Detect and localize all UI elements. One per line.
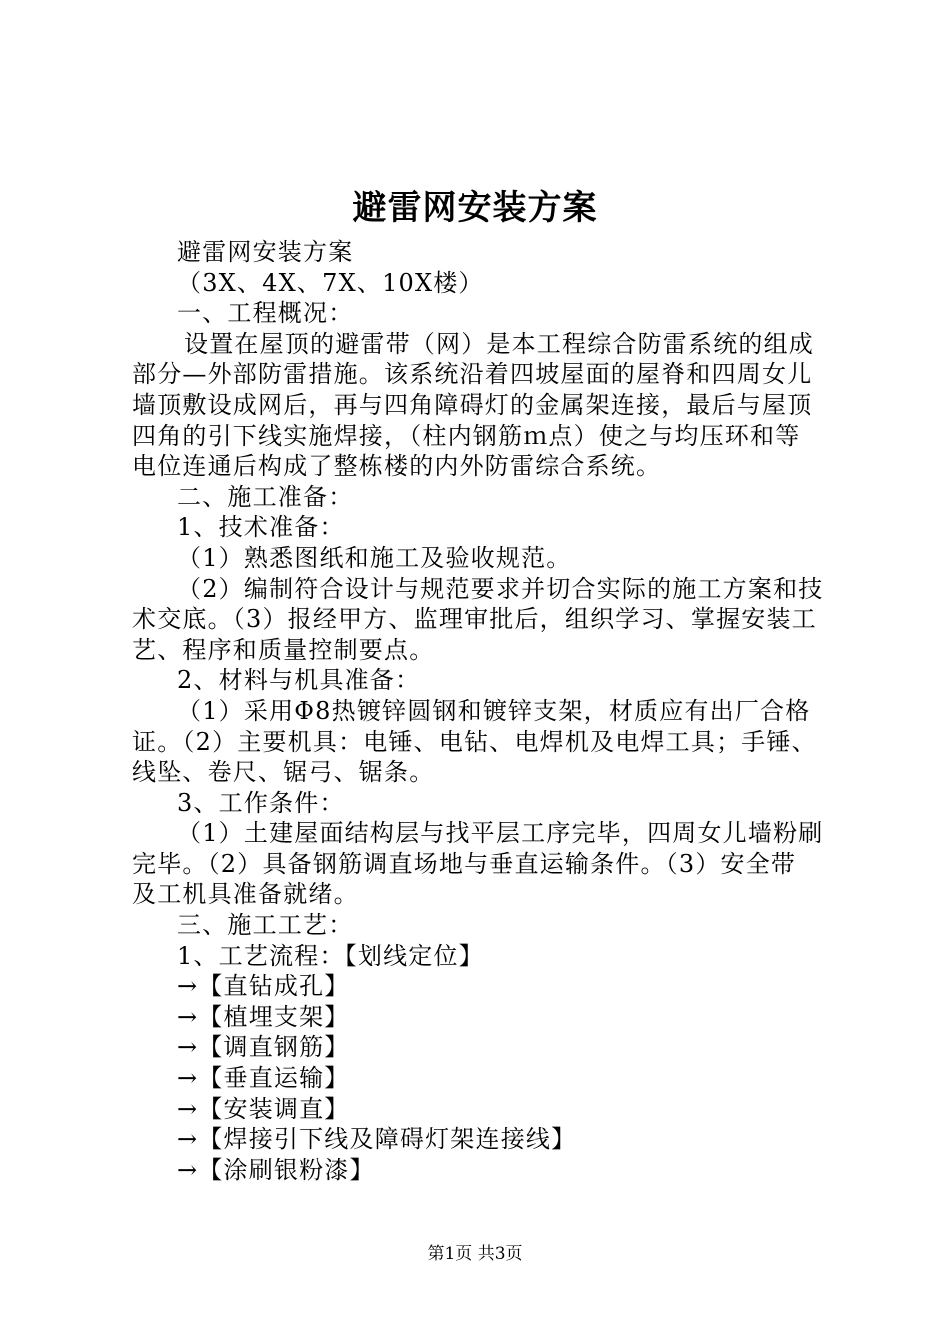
- body-line: 二、施工准备：: [177, 482, 354, 511]
- body-line: →【涂刷银粉漆】: [177, 1155, 375, 1184]
- body-line: 四角的引下线实施焊接，（柱内钢筋ｍ点）使之与均压环和等: [132, 421, 801, 450]
- body-line: →【垂直运输】: [177, 1064, 350, 1093]
- body-line: 1、工艺流程：【划线定位】: [177, 941, 484, 970]
- body-line: 部分—外部防雷措施。该系统沿着四坡屋面的屋脊和四周女儿: [132, 360, 813, 389]
- body-line: 避雷网安装方案: [177, 238, 354, 266]
- body-line: →【调直钢筋】: [177, 1033, 350, 1062]
- page-footer: 第1页 共3页: [427, 1244, 523, 1264]
- body-line: →【植埋支架】: [177, 1002, 350, 1031]
- document-title: 避雷网安装方案: [352, 188, 598, 228]
- body-line: 3、工作条件：: [177, 788, 345, 817]
- body-line: 三、施工工艺：: [177, 911, 354, 940]
- body-line: 证。（2）主要机具：电锤、电钻、电焊机及电焊工具；手锤、: [132, 727, 817, 756]
- body-line: →【直钻成孔】: [177, 972, 350, 1001]
- body-line: 及工机具准备就绪。: [132, 880, 359, 909]
- body-line: 线坠、卷尺、锯弓、锯条。: [132, 758, 435, 787]
- body-line: （1）采用Φ8热镀锌圆钢和镀锌支架，材质应有出厂合格: [177, 696, 811, 725]
- body-line: （2）编制符合设计与规范要求并切合实际的施工方案和技: [177, 574, 824, 603]
- body-line: →【安装调直】: [177, 1094, 350, 1123]
- body-line: →【焊接引下线及障碍灯架连接线】: [177, 1125, 577, 1154]
- body-line: 设置在屋顶的避雷带（网）是本工程综合防雷系统的组成: [184, 329, 814, 358]
- body-line: 艺、程序和质量控制要点。: [132, 635, 435, 664]
- body-line: 完毕。（2）具备钢筋调直场地与垂直运输条件。（3）安全带: [132, 849, 797, 878]
- body-line: 一、工程概况：: [177, 299, 354, 328]
- body-line: （1）熟悉图纸和施工及验收规范。: [177, 543, 572, 572]
- body-line: 2、材料与机具准备：: [177, 666, 421, 695]
- body-line: 墙顶敷设成网后，再与四角障碍灯的金属架连接，最后与屋顶: [132, 390, 813, 419]
- document-body: [132, 237, 832, 1185]
- body-line: 术交底。（3）报经甲方、监理审批后，组织学习、掌握安装工: [132, 605, 817, 634]
- body-line: 电位连通后构成了整栋楼的内外防雷综合系统。: [132, 452, 662, 481]
- body-line: （3X、4X、7X、10X楼）: [177, 268, 484, 297]
- body-line: （1）土建屋面结构层与找平层工序完毕，四周女儿墙粉刷: [177, 819, 824, 848]
- body-line: 1、技术准备：: [177, 513, 345, 542]
